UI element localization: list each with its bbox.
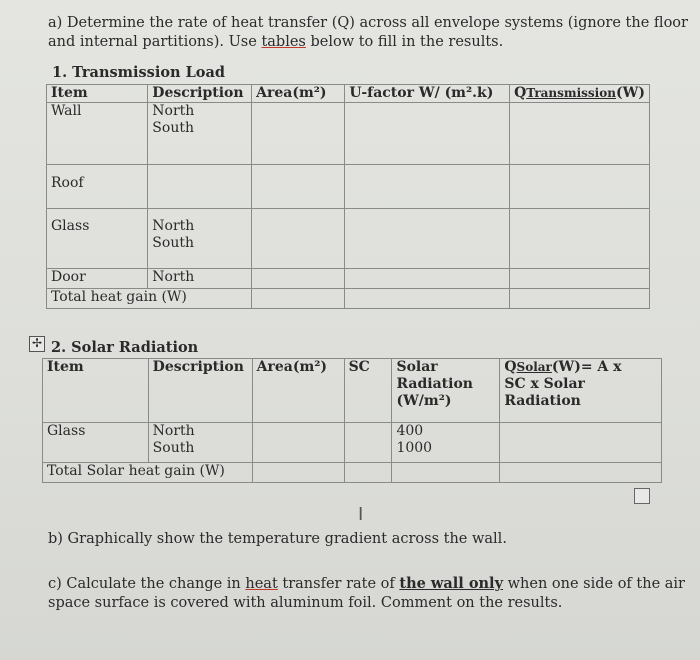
cell-empty[interactable]	[252, 423, 344, 463]
cell-empty[interactable]	[252, 103, 345, 165]
q2-main: Q	[504, 359, 517, 375]
glass2-south: South	[152, 440, 195, 456]
row2-total: Total Solar heat gain (W)	[43, 463, 253, 483]
qc-mid: transfer rate of	[277, 576, 400, 592]
row-total: Total heat gain (W)	[47, 289, 252, 309]
qc-wall-only: the wall only	[399, 575, 503, 592]
resize-handle-icon[interactable]	[634, 488, 650, 504]
q2-sub: Solar	[516, 360, 552, 374]
cell-empty[interactable]	[510, 103, 650, 165]
cell-empty[interactable]	[252, 463, 344, 483]
cell-empty[interactable]	[344, 423, 392, 463]
header2-q-solar	[500, 359, 662, 423]
q2-line3: Radiation	[504, 393, 581, 409]
glass-north: North	[152, 218, 195, 234]
cell-empty[interactable]	[510, 165, 650, 209]
question-a-line2-post: below to fill in the results.	[305, 34, 504, 50]
table-row	[43, 463, 662, 483]
table2-title: 2. Solar Radiation	[51, 339, 199, 356]
table-row	[47, 103, 650, 165]
cell-empty[interactable]	[500, 463, 662, 483]
cell-empty[interactable]	[252, 165, 345, 209]
table-row	[47, 289, 650, 309]
cell-empty[interactable]	[510, 289, 650, 309]
wall-north: North	[152, 103, 195, 119]
row2-glass-desc	[148, 423, 252, 463]
q2-line1: (W)= A x	[551, 359, 622, 375]
row-door-desc: North	[148, 269, 252, 289]
header2-solar-radiation	[392, 359, 500, 423]
header2-description: Description	[148, 359, 252, 423]
qc-post: when one side of the air	[503, 576, 685, 592]
tables-word: tables	[261, 34, 306, 50]
row-wall-item: Wall	[47, 103, 148, 165]
cell-empty[interactable]	[510, 269, 650, 289]
table1-header-row	[47, 85, 650, 103]
cell-empty[interactable]	[252, 289, 345, 309]
solar-line1: Solar	[396, 359, 438, 375]
header-description: Description	[148, 85, 252, 103]
cell-empty[interactable]	[148, 165, 252, 209]
cell-empty[interactable]	[345, 269, 510, 289]
table2-header-row	[43, 359, 662, 423]
row-wall-desc	[148, 103, 252, 165]
header-ufactor: U-factor W/ (m².k)	[345, 85, 510, 103]
solar-line3: (W/m²)	[396, 393, 452, 409]
question-c-line1	[48, 575, 685, 593]
row2-glass-item: Glass	[43, 423, 149, 463]
cell-empty[interactable]	[500, 423, 662, 463]
question-a-line2	[48, 33, 503, 51]
row2-radiation	[392, 423, 500, 463]
table-row	[43, 423, 662, 463]
glass-south: South	[152, 235, 194, 251]
north-radiation-value: 400	[396, 423, 424, 439]
south-radiation-value: 1000	[396, 440, 433, 456]
qc-pre: c) Calculate the change in	[48, 576, 246, 592]
header2-sc: SC	[344, 359, 392, 423]
transmission-load-table	[46, 84, 650, 309]
cell-empty[interactable]	[392, 463, 500, 483]
q-sub: Transmission	[526, 86, 616, 100]
header-area: Area(m²)	[252, 85, 345, 103]
q-unit: (W)	[615, 85, 645, 101]
table-row	[47, 165, 650, 209]
cell-empty[interactable]	[345, 165, 510, 209]
question-a-line1: a) Determine the rate of heat transfer (Q) across all envelope systems (ignore the floor	[48, 15, 688, 31]
glass2-north: North	[152, 423, 195, 439]
question-c-line2: space surface is covered with aluminum foil. Comment on the results.	[48, 595, 563, 611]
row-glass-item: Glass	[47, 209, 148, 269]
question-a-line2-pre: and internal partitions). Use	[48, 34, 262, 50]
wall-south: South	[152, 120, 194, 136]
cell-empty[interactable]	[252, 209, 345, 269]
solar-radiation-table	[42, 358, 662, 483]
table1-title: 1. Transmission Load	[52, 64, 226, 81]
cell-empty[interactable]	[510, 209, 650, 269]
cell-empty[interactable]	[252, 269, 345, 289]
question-b: b) Graphically show the temperature gradient across the wall.	[48, 531, 507, 547]
table-row	[47, 209, 650, 269]
q2-line2: SC x Solar	[504, 376, 585, 392]
text-cursor-icon: I	[358, 504, 364, 525]
cell-empty[interactable]	[345, 209, 510, 269]
cell-empty[interactable]	[344, 463, 392, 483]
table-row	[47, 269, 650, 289]
q-main: Q	[514, 85, 527, 101]
move-handle-icon[interactable]: ✢	[29, 336, 45, 352]
qc-heat: heat	[245, 576, 278, 592]
header2-item: Item	[43, 359, 149, 423]
row-roof-item: Roof	[47, 165, 148, 209]
header-q-transmission	[510, 85, 650, 103]
header-item: Item	[47, 85, 148, 103]
cell-empty[interactable]	[345, 289, 510, 309]
row-door-item: Door	[47, 269, 148, 289]
row-glass-desc	[148, 209, 252, 269]
solar-line2: Radiation	[396, 376, 473, 392]
header2-area: Area(m²)	[252, 359, 344, 423]
cell-empty[interactable]	[345, 103, 510, 165]
